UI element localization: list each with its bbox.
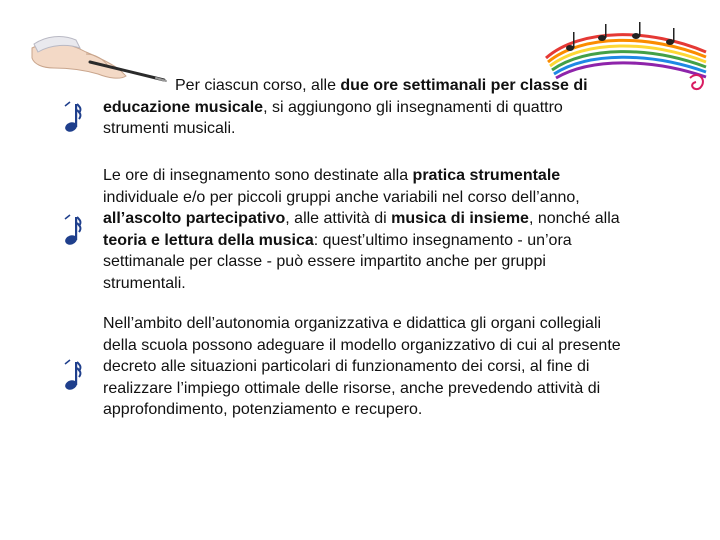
sixteenth-note-icon	[62, 213, 84, 247]
text-run: Per ciascun corso, alle	[175, 77, 341, 94]
text-run-bold: teoria e lettura della musica	[103, 231, 314, 249]
text-run-bold: due ore settimanali per classe di educazione musicale	[103, 77, 588, 116]
text-run: Le ore di insegnamento sono destinate alla	[103, 167, 413, 184]
text-run-bold: pratica strumentale	[412, 167, 561, 184]
text-run: , si aggiungono gli insegnamenti di quattro strumenti musicali.	[103, 98, 563, 137]
text-run: Nell’ambito dell’autonomia organizzativa e didattica gli organi collegiali della scuola possono adeguare il modello organizzativo di cui al presente decreto alle situazioni particolari di funzionamento dei corsi, al fine di realizzare l’impiego ottimale delle risorse, anche prevedendo attività di approfondimento, potenziamento e recupero.	[103, 315, 621, 418]
text-run: individuale e/o per piccoli gruppi anche variabili nel corso dell’anno,	[103, 188, 580, 206]
text-run: : quest’ultimo insegnamento - un’ora settimanale per classe - può essere impartito anche per gruppi strumentali.	[103, 231, 572, 292]
sixteenth-note-icon	[62, 100, 84, 134]
text-run-bold: musica di insieme	[391, 210, 529, 227]
sixteenth-note-icon	[62, 358, 84, 392]
paragraph-ore-settimanali	[103, 75, 633, 140]
paragraph-autonomia	[103, 313, 633, 421]
text-run: , alle attività di	[285, 210, 392, 227]
text-run-bold: all’ascolto partecipativo	[103, 210, 286, 227]
paragraph-ore-insegnamento	[103, 165, 633, 294]
text-run: , nonché alla	[528, 210, 620, 227]
